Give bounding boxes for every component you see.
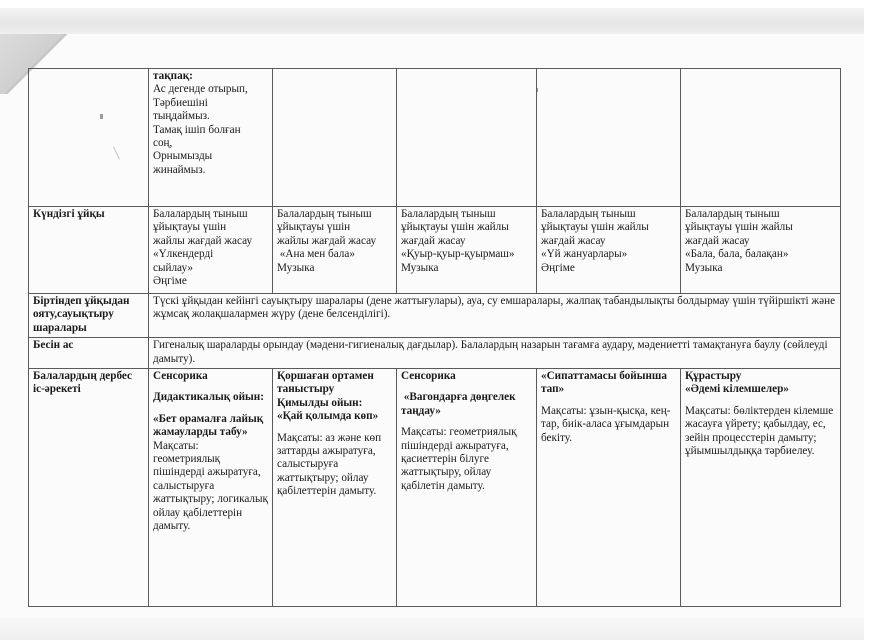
cell-line: Балалардың тыныш bbox=[401, 208, 496, 220]
activity-cell-mon bbox=[149, 369, 273, 607]
activity-goal: Мақсаты: геометриялық пішіндерді ажыратуға, қасиеттерін білуге жаттықтыру, ойлау қабілетін дамыту. bbox=[401, 426, 517, 492]
cell-line: «Бала, бала, балақан» bbox=[685, 248, 789, 261]
activity-cell-thu bbox=[537, 369, 681, 607]
nap-cell-fri bbox=[681, 207, 841, 294]
cell-line: Музыка bbox=[685, 261, 723, 274]
nap-cell-wed bbox=[397, 207, 537, 294]
activity-goal: Мақсаты: аз және көп заттарды ажыратуға, салыстыруға жаттықтыру; ойлау қабілеттерін дамыту. bbox=[277, 431, 382, 498]
poem-line: Орнымызды bbox=[153, 150, 213, 163]
activity-goal: Мақсаты: геометриялық пішіндерді ажыратуға, салыстыруға жаттықтыру; логикалық ойлау қабілеттерін дамыту. bbox=[153, 439, 268, 533]
activity-cell-tue bbox=[273, 369, 397, 607]
row-label bbox=[29, 69, 149, 207]
cell-line: «Қуыр-қуыр-қуырмаш» bbox=[401, 248, 515, 261]
activity-cell-fri bbox=[681, 369, 841, 607]
row-label-nap: Күндізгі ұйқы bbox=[29, 207, 149, 294]
row-label-snack: Бесін ас bbox=[29, 338, 149, 369]
poem-line: соң, bbox=[153, 137, 173, 150]
cell-line: ұйықтауы үшін жайлы bbox=[541, 221, 649, 234]
empty-cell bbox=[681, 69, 841, 207]
row-label-wake-up: Біртіндеп ұйқыдан ояту,сауықтыру шаралары bbox=[29, 294, 149, 338]
cell-line: жайлы жағдай жасау bbox=[277, 234, 377, 247]
poem-line: Ас дегенде отырып, bbox=[153, 83, 248, 96]
activity-subject: Сенсорика bbox=[401, 370, 456, 383]
cell-line: «Ана мен бала» bbox=[277, 248, 355, 261]
table-row-wake-up bbox=[29, 294, 841, 338]
nap-cell-mon bbox=[149, 207, 273, 294]
activity-game-type: Дидактикалық ойын: bbox=[153, 391, 264, 404]
nap-cell-thu bbox=[537, 207, 681, 294]
poem-heading: тақпақ: bbox=[153, 70, 193, 82]
poem-line: жинаймыз. bbox=[153, 163, 206, 176]
cell-line: ұйықтауы үшін bbox=[277, 221, 351, 234]
poem-line: Тамақ ішіп болған bbox=[153, 123, 241, 136]
wake-up-text: Түскі ұйқыдан кейінгі сауықтыру шаралары (дене жаттығулары), ауа, су емшаралары, жалпақ табандылықты болдырмау үшін түйіршікті және жұмсақ жолақшалармен жүру (дене белсенділігі). bbox=[149, 294, 841, 338]
empty-cell bbox=[537, 69, 681, 207]
activity-game-title: «Қай қолымда көп» bbox=[277, 410, 379, 423]
activity-subject: Сенсорика bbox=[153, 370, 208, 383]
daily-schedule-table bbox=[28, 68, 841, 607]
snack-text: Гигеналық шараларды орындау (мәдени-гигиеналық дағдылар). Балалардың назарын тағамға аудару, мәдениетті тамақтануға баулу (сөйлеуді дамыту). bbox=[149, 338, 841, 369]
cell-line: жайлы жағдай жасау bbox=[153, 234, 253, 247]
cell-line: сыйлау» bbox=[153, 261, 193, 274]
cell-line: Музыка bbox=[277, 261, 315, 274]
activity-game-title: «Бет орамалға лайық жамауларды табу» bbox=[153, 412, 264, 439]
scanner-edge-shadow bbox=[0, 8, 876, 34]
table-row-afternoon-snack bbox=[29, 338, 841, 369]
activity-cell-wed bbox=[397, 369, 537, 607]
row-label-activity: Балалардың дербес іс-әрекеті bbox=[29, 369, 149, 607]
activity-subject: Қоршаған ортамен таныстыру bbox=[277, 370, 374, 396]
empty-cell bbox=[273, 69, 397, 207]
cell-line: «Үлкендерді bbox=[153, 248, 214, 261]
empty-cell bbox=[397, 69, 537, 207]
poem-line: тыңдаймыз. bbox=[153, 110, 210, 123]
activity-game-title: «Әдемі кілемшелер» bbox=[685, 383, 789, 396]
cell-line: жағдай жасау bbox=[685, 234, 750, 247]
cell-line: жағдай жасау bbox=[541, 234, 606, 247]
cell-line: Балалардың тыныш bbox=[277, 208, 372, 220]
cell-line: Әңгіме bbox=[153, 275, 187, 288]
cell-line: ұйықтауы үшін жайлы bbox=[685, 221, 793, 234]
table-row-independent-activity bbox=[29, 369, 841, 607]
cell-line: ұйықтауы үшін bbox=[153, 221, 227, 234]
cell-line: Балалардың тыныш bbox=[685, 208, 780, 220]
cell-line: жағдай жасау bbox=[401, 234, 466, 247]
cell-line: Әңгіме bbox=[541, 261, 575, 274]
activity-game-title: «Сипаттамасы бойынша тап» bbox=[541, 370, 667, 396]
cell-line: Балалардың тыныш bbox=[541, 208, 636, 220]
activity-game-title: «Вагондарға дөңгелек таңдау» bbox=[401, 391, 519, 417]
scan-margin-right bbox=[864, 0, 876, 640]
cell-line: ұйықтауы үшін жайлы bbox=[401, 221, 509, 234]
cell-line: Музыка bbox=[401, 261, 439, 274]
poem-line: Тәрбиешіні bbox=[153, 96, 208, 109]
poem-cell bbox=[149, 69, 273, 207]
activity-subject: Құрастыру bbox=[685, 370, 742, 383]
activity-game-type: Қимылды ойын: bbox=[277, 396, 363, 409]
nap-cell-tue bbox=[273, 207, 397, 294]
table-row-lunch-continued bbox=[29, 69, 841, 207]
page-bottom-edge bbox=[0, 618, 876, 640]
table-row-nap bbox=[29, 207, 841, 294]
activity-goal: Мақсаты: ұзын-қысқа, кең-тар, биік-аласа ұғымдарын бекіту. bbox=[541, 404, 671, 444]
activity-goal: Мақсаты: бөліктерден кілемше жасауға үйрету; қабылдау, ес, зейін процесстерін дамыту; ұйымшылдыққа тәрбиелеу. bbox=[685, 404, 834, 458]
scan-margin-top bbox=[0, 0, 876, 8]
cell-line: «Үй жануарлары» bbox=[541, 248, 628, 261]
cell-line: Балалардың тыныш bbox=[153, 208, 248, 220]
